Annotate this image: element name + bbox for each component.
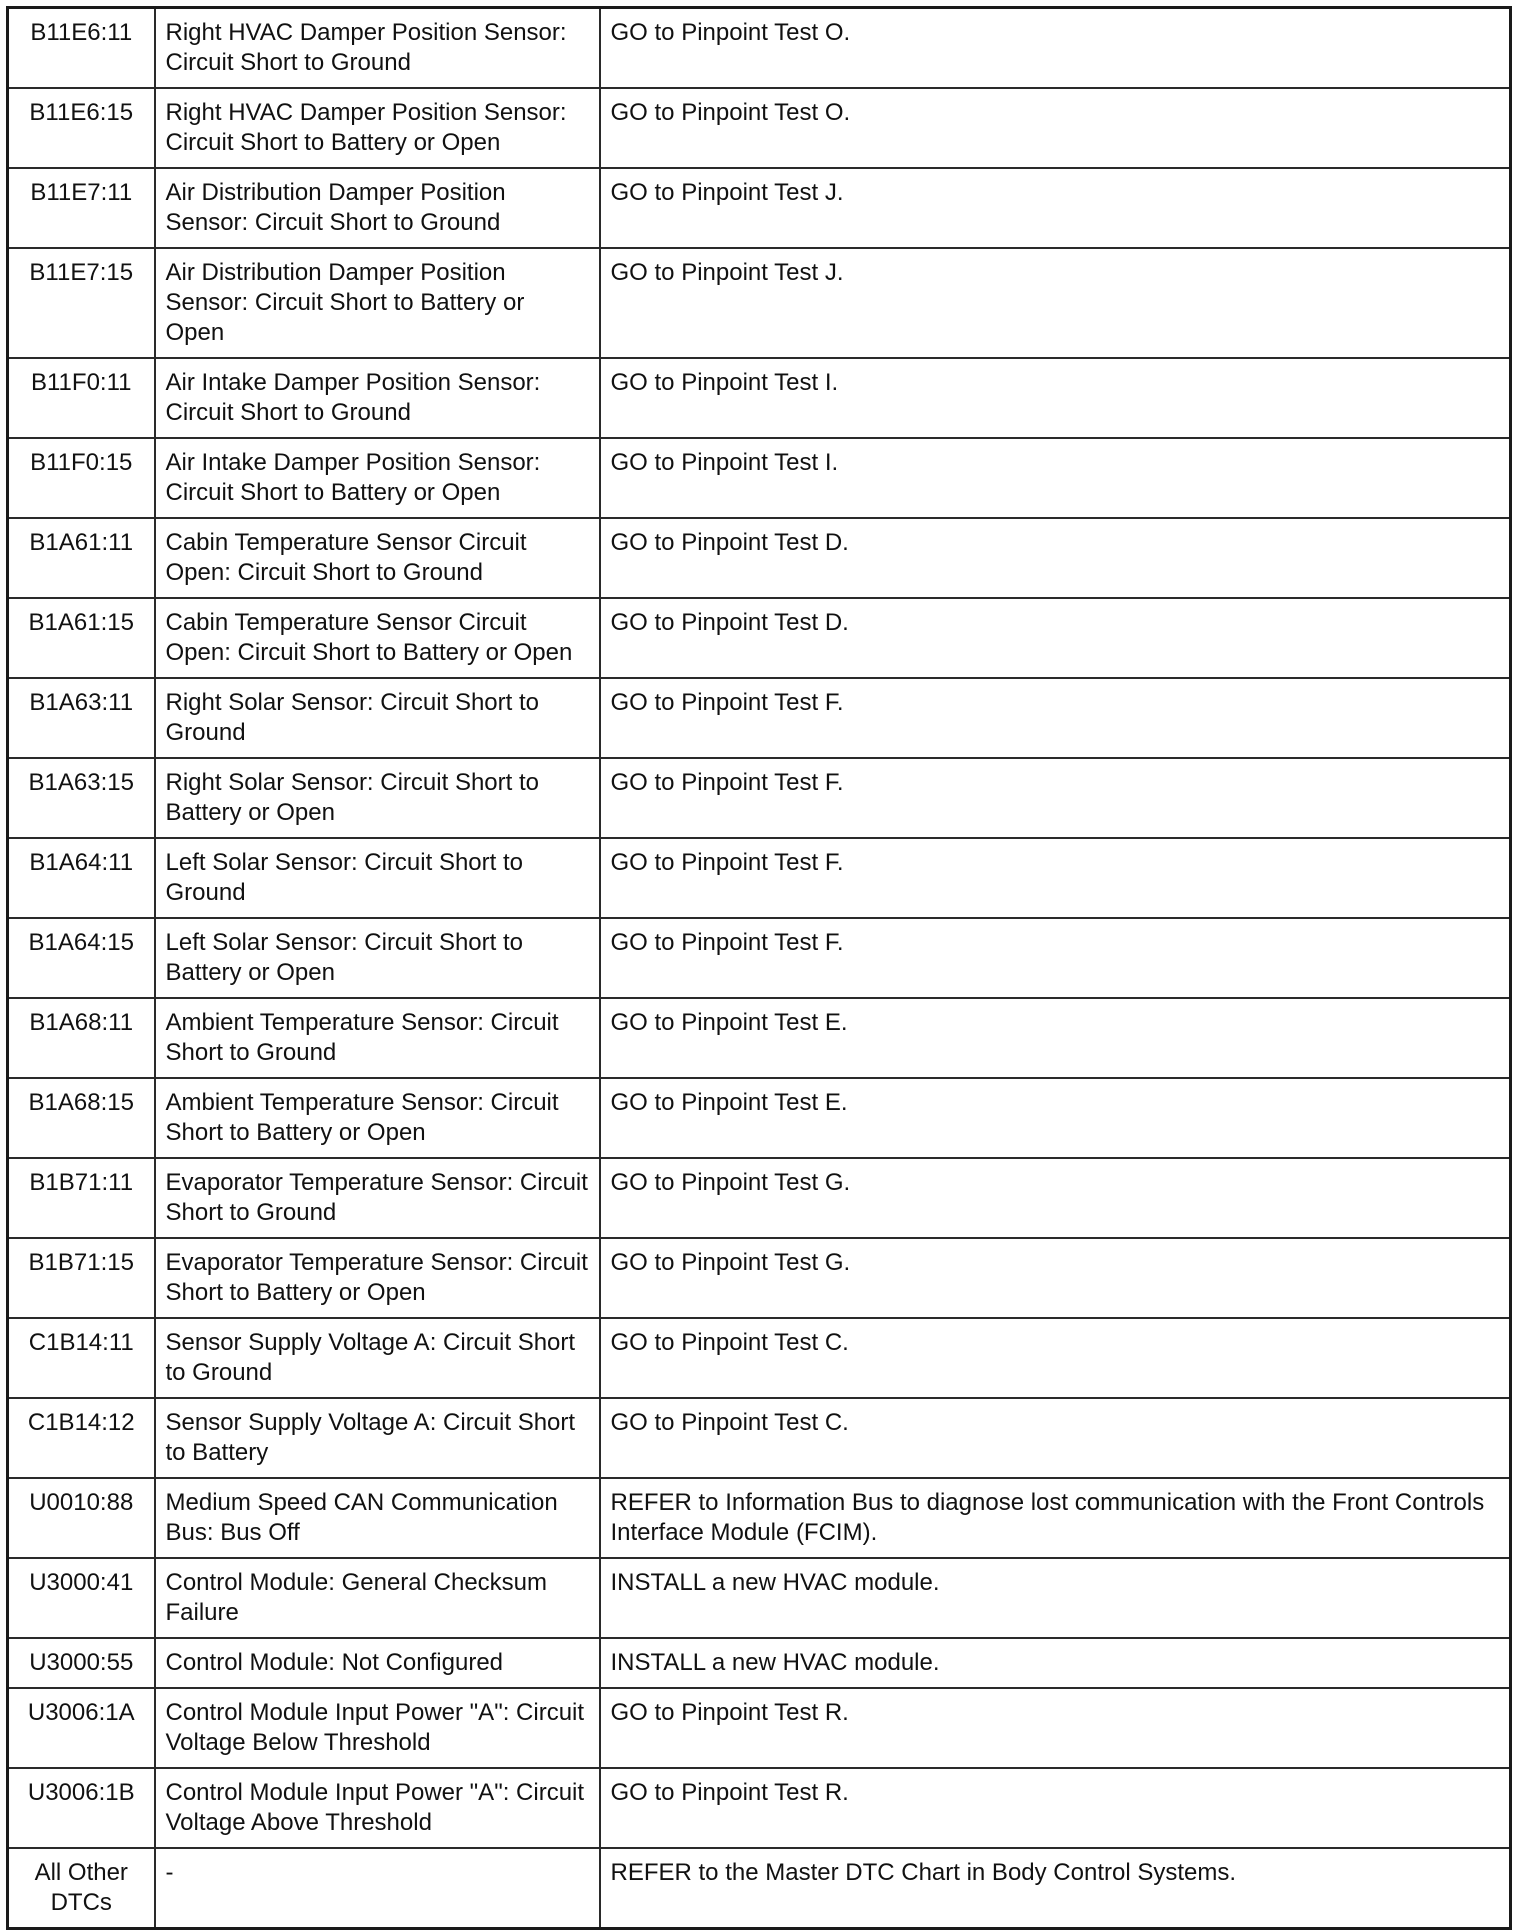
dtc-action: GO to Pinpoint Test D. bbox=[600, 598, 1511, 678]
dtc-description: - bbox=[155, 1848, 600, 1929]
dtc-action: GO to Pinpoint Test J. bbox=[600, 248, 1511, 358]
table-row bbox=[8, 1078, 1511, 1158]
dtc-action: INSTALL a new HVAC module. bbox=[600, 1638, 1511, 1688]
dtc-action: GO to Pinpoint Test I. bbox=[600, 358, 1511, 438]
table-row bbox=[8, 1398, 1511, 1478]
table-row bbox=[8, 1768, 1511, 1848]
dtc-action: INSTALL a new HVAC module. bbox=[600, 1558, 1511, 1638]
dtc-action: GO to Pinpoint Test F. bbox=[600, 758, 1511, 838]
table-row bbox=[8, 678, 1511, 758]
dtc-description: Air Distribution Damper Position Sensor: Circuit Short to Ground bbox=[155, 168, 600, 248]
table-row bbox=[8, 1238, 1511, 1318]
dtc-description: Air Intake Damper Position Sensor: Circuit Short to Battery or Open bbox=[155, 438, 600, 518]
table-row bbox=[8, 998, 1511, 1078]
dtc-description: Evaporator Temperature Sensor: Circuit Short to Battery or Open bbox=[155, 1238, 600, 1318]
dtc-code: B1A63:11 bbox=[8, 678, 155, 758]
dtc-description: Cabin Temperature Sensor Circuit Open: Circuit Short to Battery or Open bbox=[155, 598, 600, 678]
table-row bbox=[8, 88, 1511, 168]
table-row bbox=[8, 438, 1511, 518]
dtc-code: C1B14:11 bbox=[8, 1318, 155, 1398]
dtc-action: GO to Pinpoint Test E. bbox=[600, 1078, 1511, 1158]
dtc-description: Control Module: Not Configured bbox=[155, 1638, 600, 1688]
dtc-description: Air Distribution Damper Position Sensor: Circuit Short to Battery or Open bbox=[155, 248, 600, 358]
dtc-code: B1A61:15 bbox=[8, 598, 155, 678]
dtc-code: B11E7:15 bbox=[8, 248, 155, 358]
table-row bbox=[8, 1848, 1511, 1929]
dtc-description: Right Solar Sensor: Circuit Short to Ground bbox=[155, 678, 600, 758]
dtc-description: Air Intake Damper Position Sensor: Circuit Short to Ground bbox=[155, 358, 600, 438]
page bbox=[6, 6, 1512, 1930]
dtc-code: B1A64:15 bbox=[8, 918, 155, 998]
dtc-description: Ambient Temperature Sensor: Circuit Short to Battery or Open bbox=[155, 1078, 600, 1158]
table-row bbox=[8, 1158, 1511, 1238]
dtc-code: U0010:88 bbox=[8, 1478, 155, 1558]
table-row bbox=[8, 168, 1511, 248]
dtc-action: GO to Pinpoint Test G. bbox=[600, 1158, 1511, 1238]
dtc-code: B11E7:11 bbox=[8, 168, 155, 248]
dtc-code: B1B71:15 bbox=[8, 1238, 155, 1318]
dtc-code: U3006:1A bbox=[8, 1688, 155, 1768]
dtc-action: REFER to Information Bus to diagnose lost communication with the Front Controls Interface Module (FCIM). bbox=[600, 1478, 1511, 1558]
dtc-table bbox=[6, 6, 1512, 1930]
dtc-action: GO to Pinpoint Test I. bbox=[600, 438, 1511, 518]
dtc-description: Medium Speed CAN Communication Bus: Bus Off bbox=[155, 1478, 600, 1558]
table-row bbox=[8, 1638, 1511, 1688]
dtc-code: B1A68:15 bbox=[8, 1078, 155, 1158]
dtc-action: GO to Pinpoint Test D. bbox=[600, 518, 1511, 598]
dtc-action: GO to Pinpoint Test R. bbox=[600, 1768, 1511, 1848]
dtc-description: Control Module Input Power "A": Circuit Voltage Above Threshold bbox=[155, 1768, 600, 1848]
dtc-description: Sensor Supply Voltage A: Circuit Short to Ground bbox=[155, 1318, 600, 1398]
dtc-code: B1A61:11 bbox=[8, 518, 155, 598]
dtc-code: B11F0:15 bbox=[8, 438, 155, 518]
dtc-description: Control Module: General Checksum Failure bbox=[155, 1558, 600, 1638]
table-row bbox=[8, 838, 1511, 918]
dtc-code: U3000:41 bbox=[8, 1558, 155, 1638]
table-row bbox=[8, 358, 1511, 438]
dtc-description: Sensor Supply Voltage A: Circuit Short to Battery bbox=[155, 1398, 600, 1478]
table-row bbox=[8, 248, 1511, 358]
dtc-code: B1A64:11 bbox=[8, 838, 155, 918]
dtc-code: U3000:55 bbox=[8, 1638, 155, 1688]
dtc-action: GO to Pinpoint Test F. bbox=[600, 678, 1511, 758]
dtc-action: GO to Pinpoint Test G. bbox=[600, 1238, 1511, 1318]
dtc-action: GO to Pinpoint Test C. bbox=[600, 1318, 1511, 1398]
dtc-description: Right Solar Sensor: Circuit Short to Battery or Open bbox=[155, 758, 600, 838]
dtc-action: GO to Pinpoint Test C. bbox=[600, 1398, 1511, 1478]
dtc-description: Control Module Input Power "A": Circuit Voltage Below Threshold bbox=[155, 1688, 600, 1768]
dtc-code: B1B71:11 bbox=[8, 1158, 155, 1238]
dtc-description: Right HVAC Damper Position Sensor: Circuit Short to Ground bbox=[155, 8, 600, 89]
dtc-code: B11E6:15 bbox=[8, 88, 155, 168]
dtc-description: Left Solar Sensor: Circuit Short to Ground bbox=[155, 838, 600, 918]
dtc-code: B1A68:11 bbox=[8, 998, 155, 1078]
table-row bbox=[8, 1558, 1511, 1638]
table-row bbox=[8, 598, 1511, 678]
dtc-action: GO to Pinpoint Test E. bbox=[600, 998, 1511, 1078]
dtc-description: Cabin Temperature Sensor Circuit Open: Circuit Short to Ground bbox=[155, 518, 600, 598]
dtc-description: Left Solar Sensor: Circuit Short to Battery or Open bbox=[155, 918, 600, 998]
dtc-code: B11E6:11 bbox=[8, 8, 155, 89]
dtc-action: GO to Pinpoint Test F. bbox=[600, 838, 1511, 918]
dtc-code: B11F0:11 bbox=[8, 358, 155, 438]
table-row bbox=[8, 1318, 1511, 1398]
table-row bbox=[8, 518, 1511, 598]
dtc-description: Right HVAC Damper Position Sensor: Circuit Short to Battery or Open bbox=[155, 88, 600, 168]
dtc-code: All Other DTCs bbox=[8, 1848, 155, 1929]
table-row bbox=[8, 758, 1511, 838]
dtc-code: B1A63:15 bbox=[8, 758, 155, 838]
dtc-action: GO to Pinpoint Test O. bbox=[600, 88, 1511, 168]
table-row bbox=[8, 1688, 1511, 1768]
dtc-action: GO to Pinpoint Test O. bbox=[600, 8, 1511, 89]
table-row bbox=[8, 8, 1511, 89]
table-row bbox=[8, 1478, 1511, 1558]
dtc-action: GO to Pinpoint Test F. bbox=[600, 918, 1511, 998]
dtc-description: Ambient Temperature Sensor: Circuit Short to Ground bbox=[155, 998, 600, 1078]
dtc-code: C1B14:12 bbox=[8, 1398, 155, 1478]
dtc-action: REFER to the Master DTC Chart in Body Control Systems. bbox=[600, 1848, 1511, 1929]
dtc-action: GO to Pinpoint Test J. bbox=[600, 168, 1511, 248]
dtc-action: GO to Pinpoint Test R. bbox=[600, 1688, 1511, 1768]
dtc-code: U3006:1B bbox=[8, 1768, 155, 1848]
dtc-description: Evaporator Temperature Sensor: Circuit Short to Ground bbox=[155, 1158, 600, 1238]
table-row bbox=[8, 918, 1511, 998]
